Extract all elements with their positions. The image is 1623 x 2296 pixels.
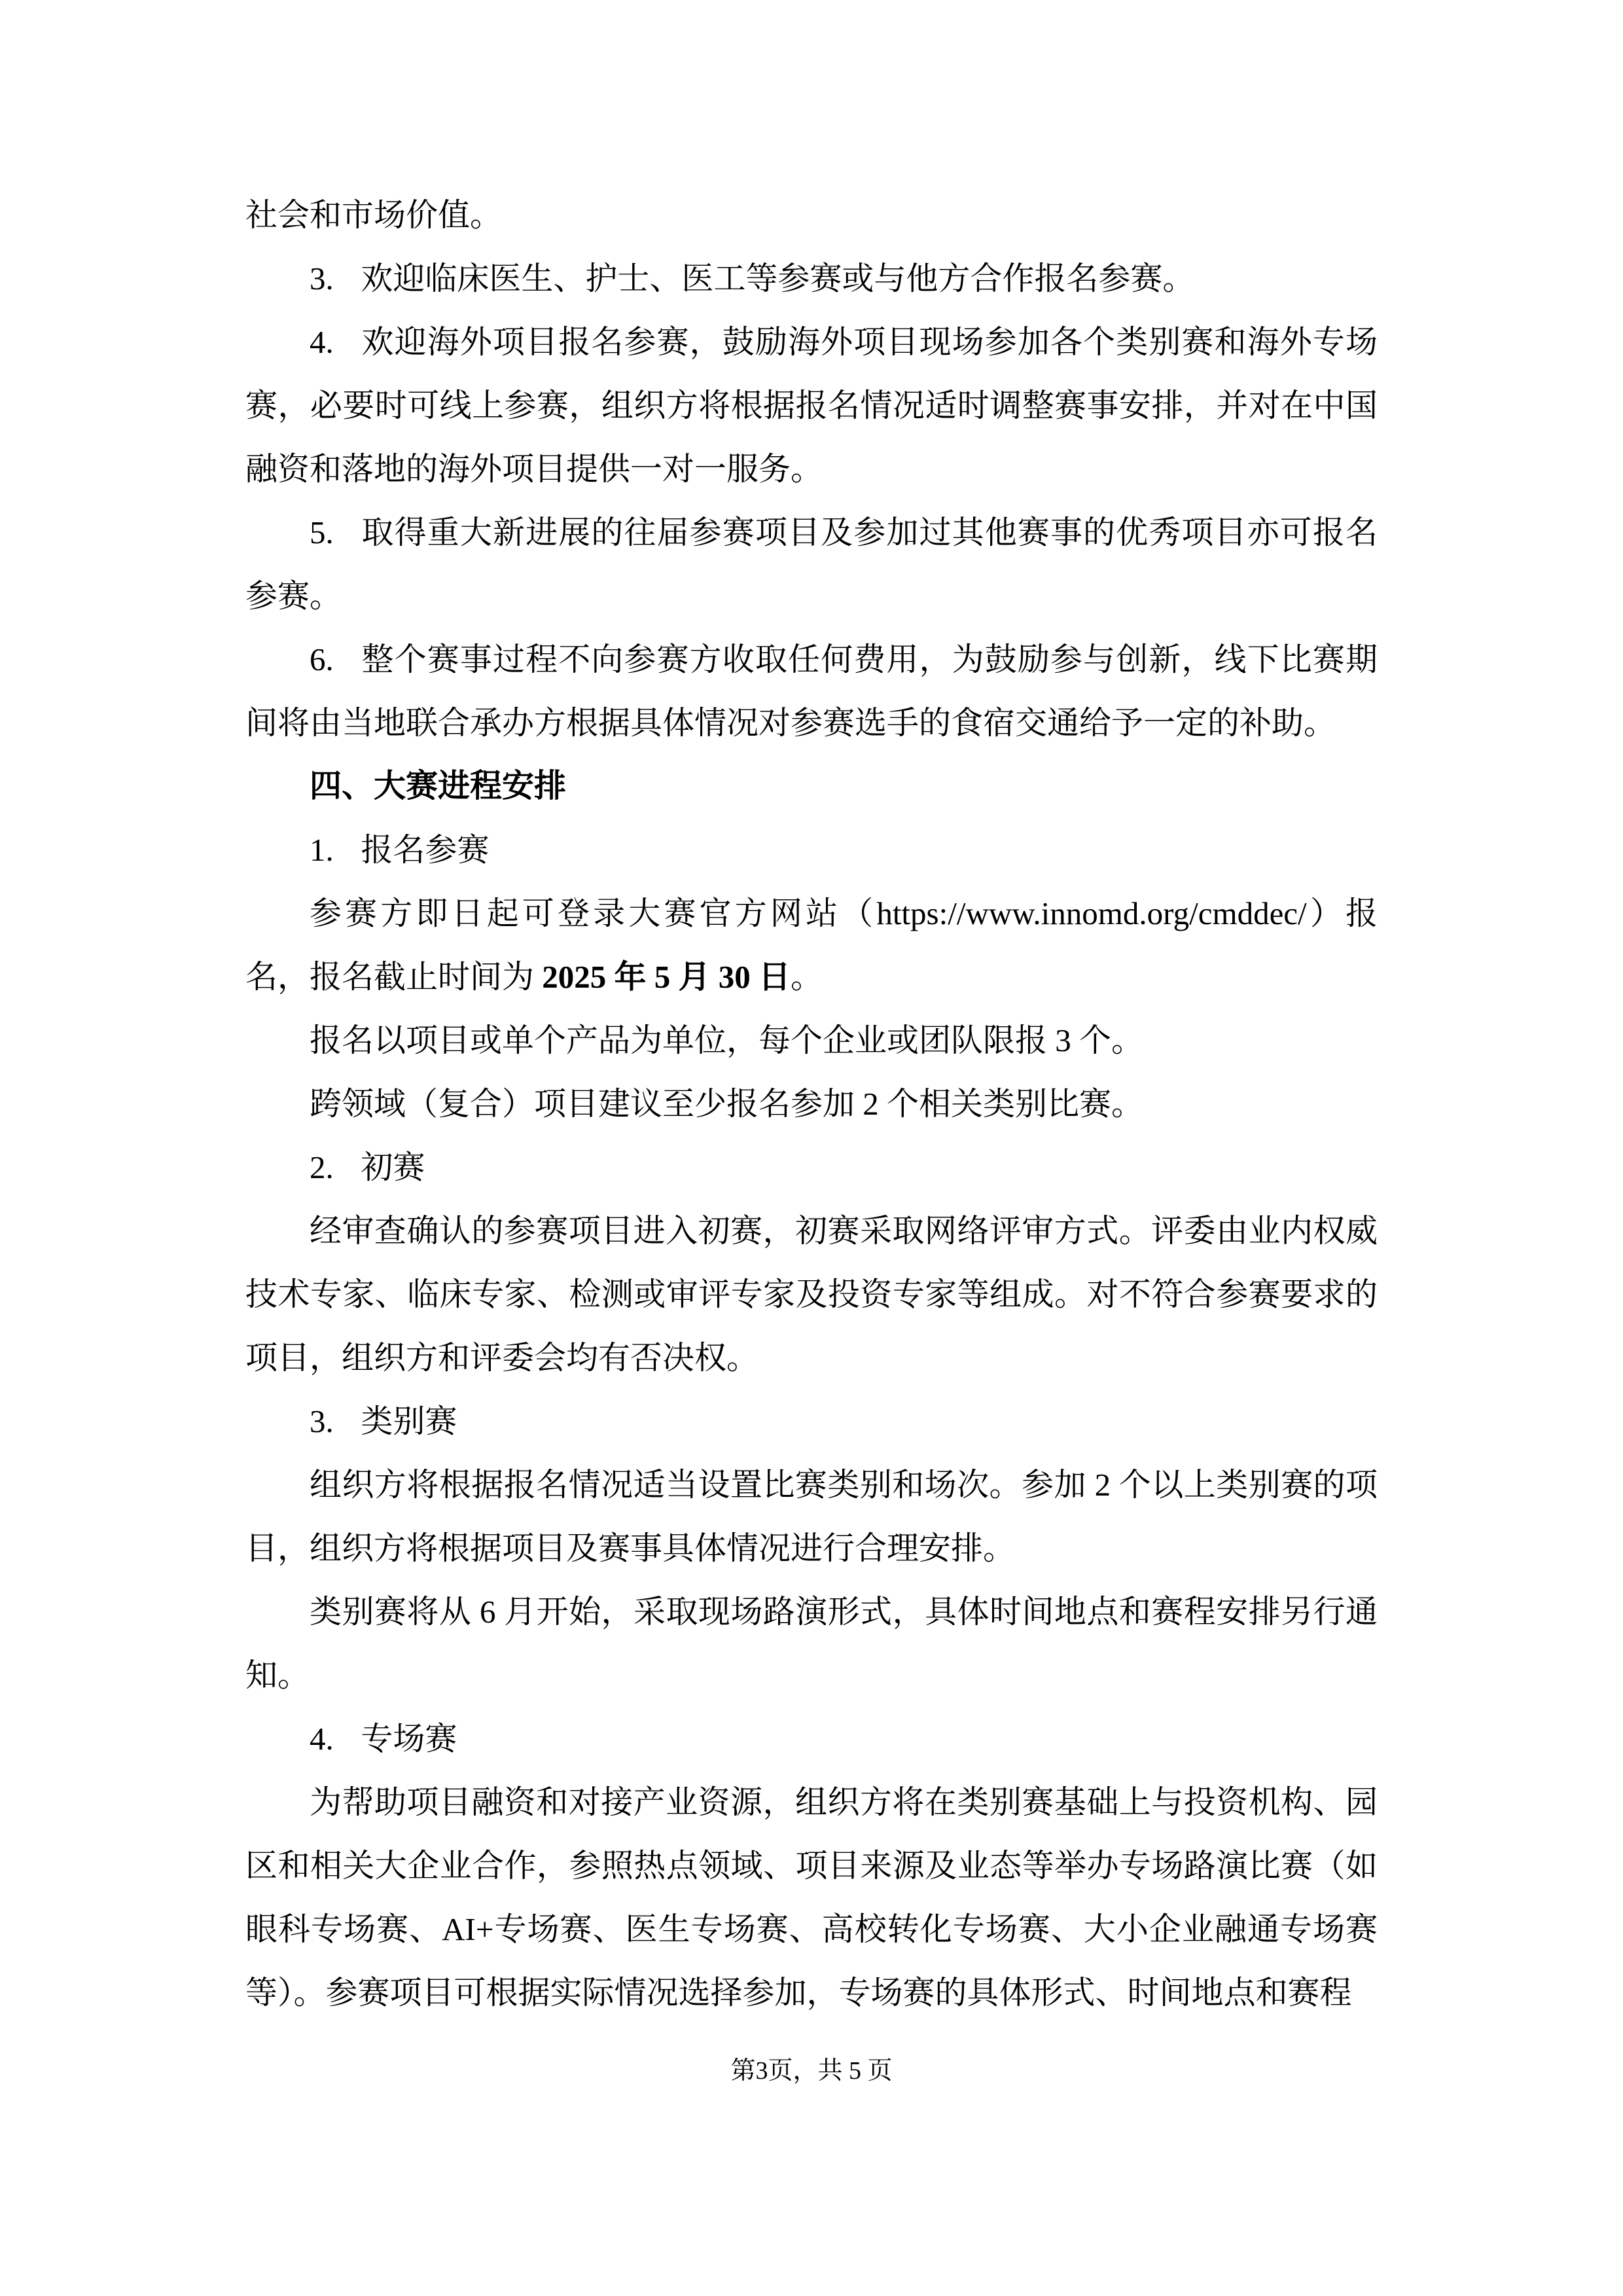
subitem-2-preliminary: [245, 1136, 1378, 1199]
registration-deadline-date: 2025 年 5 月 30 日: [542, 959, 791, 995]
subitem-2-number: 2.: [310, 1149, 334, 1185]
list-item-4-text: 欢迎海外项目报名参赛，鼓励海外项目现场参加各个类别赛和海外专场赛，必要时可线上参赛，组织方将根据报名情况适时调整赛事安排，并对在中国融资和落地的海外项目提供一对一服务。: [245, 324, 1378, 487]
subitem-3-text: 类别赛: [361, 1403, 457, 1439]
paragraph-market-value: 社会和市场价值。: [245, 197, 503, 233]
subitem-1-number: 1.: [310, 832, 334, 868]
paragraph-cross-domain: 跨领域（复合）项目建议至少报名参加 2 个相关类别比赛。: [310, 1086, 1144, 1122]
subitem-4-number: 4.: [310, 1721, 334, 1757]
paragraph-registration-info: [245, 882, 1378, 1009]
list-item-4-number: 4.: [310, 324, 334, 360]
list-item-3-number: 3.: [310, 260, 334, 296]
subitem-4-special: [245, 1707, 1378, 1770]
paragraph-special-info: 为帮助项目融资和对接产业资源，组织方将在类别赛基础上与投资机构、园区和相关大企业合作，参照热点领域、项目来源及业态等举办专场路演比赛（如眼科专场赛、AI+专场赛、医生专场赛、高校转化专场赛、大小企业融通专场赛等）。参赛项目可根据实际情况选择参加，专场赛的具体形式、时间地点和赛程: [245, 1784, 1378, 2011]
paragraph-category-setup: 组织方将根据报名情况适当设置比赛类别和场次。参加 2 个以上类别赛的项目，组织方将根据项目及赛事具体情况进行合理安排。: [245, 1467, 1378, 1566]
registration-period-mark: 。: [791, 959, 823, 995]
contest-website-url: https://www.innomd.org/cmddec/: [876, 895, 1307, 931]
document-content: [245, 183, 1378, 2024]
subitem-1-registration: [245, 818, 1378, 882]
list-item-6: [245, 628, 1378, 755]
subitem-4-text: 专场赛: [361, 1721, 457, 1757]
list-item-6-text: 整个赛事过程不向参赛方收取任何费用，为鼓励参与创新，线下比赛期间将由当地联合承办方根据具体情况对参赛选手的食宿交通给予一定的补助。: [245, 641, 1378, 741]
paragraph-preliminary-info: 经审查确认的参赛项目进入初赛，初赛采取网络评审方式。评委由业内权威技术专家、临床专家、检测或审评专家及投资专家等组成。对不符合参赛要求的项目，组织方和评委会均有否决权。: [245, 1213, 1378, 1376]
subitem-2-text: 初赛: [361, 1149, 425, 1185]
list-item-5-text: 取得重大新进展的往届参赛项目及参加过其他赛事的优秀项目亦可报名参赛。: [245, 514, 1378, 614]
paragraph-entry-limit: 报名以项目或单个产品为单位，每个企业或团队限报 3 个。: [310, 1022, 1144, 1058]
subitem-3-number: 3.: [310, 1403, 334, 1439]
list-item-3-text: 欢迎临床医生、护士、医工等参赛或与他方合作报名参赛。: [361, 260, 1195, 296]
list-item-5: [245, 501, 1378, 628]
registration-text-after-url: ）报名，报名截止时间为: [245, 895, 1378, 995]
list-item-4: [245, 310, 1378, 501]
page-footer: 第3页，共 5 页: [730, 2057, 893, 2085]
list-item-3: [245, 247, 1378, 310]
subitem-3-category: [245, 1390, 1378, 1453]
paragraph-category-schedule: 类别赛将从 6 月开始，采取现场路演形式，具体时间地点和赛程安排另行通知。: [245, 1594, 1378, 1693]
list-item-5-number: 5.: [310, 514, 334, 550]
subitem-1-text: 报名参赛: [361, 832, 490, 868]
registration-text-before-url: 参赛方即日起可登录大赛官方网站（: [310, 895, 877, 931]
list-item-6-number: 6.: [310, 641, 334, 677]
section-heading-4: 四、大赛进程安排: [310, 768, 567, 804]
